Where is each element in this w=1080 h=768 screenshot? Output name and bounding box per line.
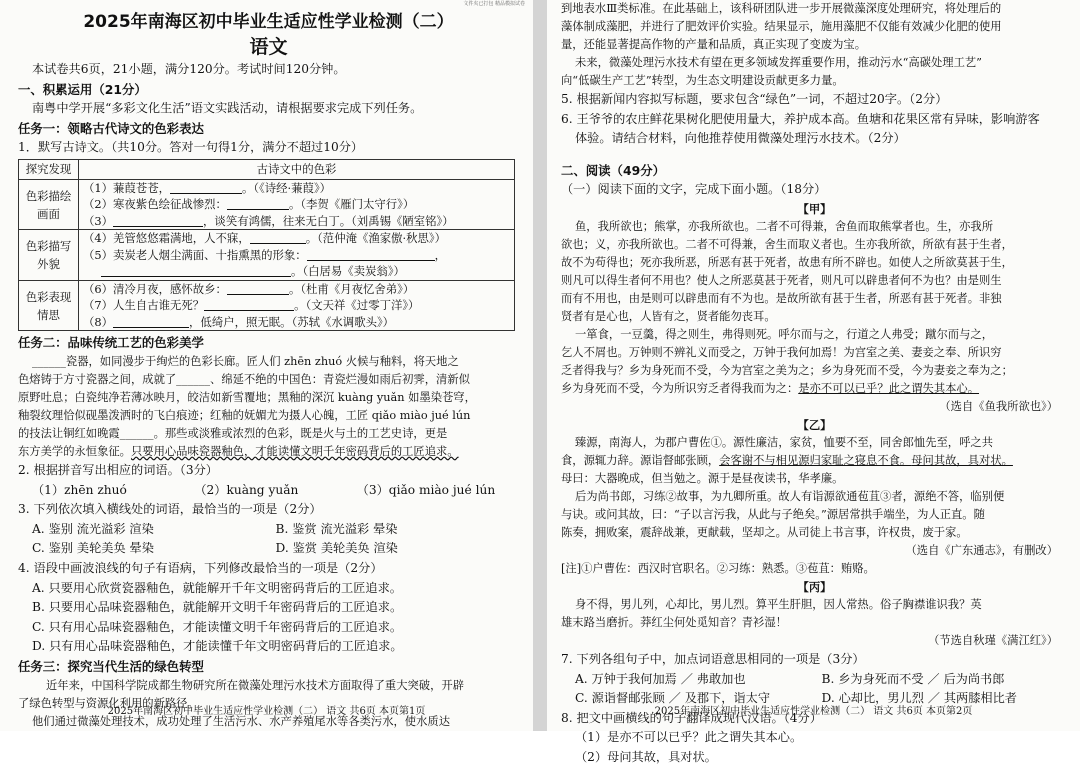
table-group-3 (19, 280, 515, 331)
task3-heading: 任务三：探究当代生活的绿色转型 (18, 659, 204, 674)
passage-source: （选自《鱼我所欲也》） (939, 399, 1058, 413)
passage-line: 欲也；义，亦我所欲也。二者不可得兼，舍生而取义者也。生亦我所欲，所欲有甚于生者， (561, 237, 1013, 251)
lines-cell (79, 179, 515, 230)
option-c[interactable]: C. 只有用心品味瓷器釉色，才能读懂文明千年密码背后的工匠追求。 (32, 619, 403, 634)
q2-items (18, 481, 519, 501)
q5-stem: 5. 根据新闻内容拟写标题，要求包含“绿色”一词，不超过20字。（2分） (561, 92, 948, 106)
lines-cell (79, 280, 515, 331)
passage-line: 到地表水Ⅲ类标准。在此基础上，该科研团队进一步开展微藻深度处理研究，将处理后的 (561, 2, 1002, 15)
underlined-sentence: 是亦不可以已乎？此之谓失其本心。 (798, 381, 980, 395)
passage-label-bing: 【丙】 (797, 579, 832, 594)
q6-stem: 6. 王爷爷的农庄鲜花果树化肥使用量大，养护成本高。鱼塘和花果区常有异味，影响游客 (561, 111, 1040, 126)
answer-blank[interactable] (307, 248, 435, 261)
passage-line: 了绿色转型与资源化利用的新路径。 (18, 696, 199, 710)
passage-line: 雄末路当磨折。莽红尘何处觅知音？青衫湿！ (561, 615, 787, 629)
task2-heading: 任务二：品味传统工艺的色彩美学 (18, 335, 204, 351)
poem-line: （1）蒹葭苍苍， 。（《诗经·蒹葭》） (83, 180, 332, 195)
passage-label-yi: 【乙】 (797, 417, 832, 432)
page-footer: 2025年南海区初中毕业生适应性学业检测（二） 语文 共6页 本页第1页 (107, 706, 426, 717)
category-cell: 色彩描绘画面 (19, 179, 79, 230)
table-header-col2: 古诗文中的色彩 (79, 159, 515, 179)
passage-line: 陈奏，拥败案，震辞战兼，更献载，坚却之。从司徒上书言事，许权贵，废于家。 (561, 525, 968, 539)
exam-title: 2025年南海区初中毕业生适应性学业检测（二） (83, 12, 454, 32)
poem-line: （2）寒夜紫色绘征战惨烈： 。（李贺《雁门太守行》） (83, 197, 415, 212)
annotation-note: [注]①户曹佐：西汉时官职名。②习练：熟悉。③苞苴：贿赂。 (561, 561, 875, 575)
lines-cell (79, 230, 515, 281)
option-a[interactable]: A. 只要用心欣赏瓷器釉色，就能解开千年文明密码背后的工匠追求。 (32, 580, 402, 595)
passage-line: 近年来，中国科学院成都生物研究所在微藻处理污水技术方面取得了重大突破，开辟 (46, 678, 464, 692)
option-d[interactable]: D. 心却比，男儿烈 ／ 其两膝相比者 (821, 691, 1017, 706)
passage-line: 色熔铸于方寸瓷器之间，成就了______、绵延不绝的中国色：青瓷烂漫如雨后初霁，清新似 (18, 373, 470, 387)
passage-line: 而有不用也，由是则可以辟患而有不为也。是故所欲有甚于生者，所恶有甚于死者。非独 (561, 291, 1002, 305)
page-gutter (533, 0, 547, 731)
passage-line: 藻体制成藻肥，并进行了肥效评价实验。结果显示，施用藻肥不仅能有效减少化肥的使用 (561, 20, 1002, 33)
poem-table (18, 159, 515, 332)
passage-source: （选自《广东通志》，有删改） (905, 543, 1058, 557)
option-a[interactable]: A. 万钟于我何加焉 ／ 弗敢加也 (575, 671, 746, 686)
q1-stem: 1．默写古诗文。（共10分。答对一句得1分，满分不超过10分） (18, 140, 364, 155)
q7-stem: 7. 下列各组句子中，加点词语意思相同的一项是（3分） (561, 651, 865, 666)
q8-item: （2）母问其故，具对状。 (575, 749, 717, 764)
answer-blank[interactable] (113, 214, 203, 227)
passage-line: 未来，微藻处理污水技术有望在更多领域发挥重要作用，推动污水“高碳处理工艺” (575, 56, 982, 69)
poem-line: （6）清冷月夜，感怀故乡： 。（杜甫《月夜忆舍弟》） (83, 281, 415, 296)
passage-line: 臻源，南海人，为郡户曹佐①。源性廉洁，家贫，恤要不至，同舍郎恤先至，呼之共 (575, 435, 993, 449)
part2-heading: 二、阅读（49分） (561, 162, 665, 178)
option-a[interactable]: A. 鉴别 流光溢彩 渲染 (32, 521, 154, 536)
table-group-2 (19, 230, 515, 281)
underlined-sentence: 会客谢不与相见源归家耻之寝息不食。 (719, 453, 912, 467)
wavy-sentence: 只要用心品味瓷器釉色，才能读懂文明千年密码背后的工匠追求。 (130, 445, 459, 459)
passage-line: 故不为苟得也；死亦我所恶，所恶有甚于死者，故患有所不辟也。如使人之所欲莫甚于生， (561, 255, 1013, 269)
option-c[interactable]: C. 鉴别 美轮美奂 晕染 (32, 541, 154, 556)
q3-stem: 3. 下列依次填入横线处的词语，最恰当的一项是（2分） (18, 502, 322, 517)
passage-line: 贤者有是心也，人皆有之，贤者能勿丧耳。 (561, 309, 776, 323)
q3-options-row (18, 520, 519, 540)
passage-line: 则凡可以得生者何不用也？使人之所恶莫甚于死者，则凡可以辟患者何不为也？由是则生 (561, 273, 1002, 287)
q8-item: （1）是亦不可以已乎？此之谓失其本心。 (575, 730, 803, 745)
option-d[interactable]: D. 只有用心品味瓷器釉色，才能读懂千年文明密码背后的工匠追求。 (32, 639, 403, 654)
poem-line: （8） ，低绮户，照无眠。（苏轼《水调歌头》） (83, 314, 395, 329)
exam-info: 本试卷共6页，21小题，满分120分。考试时间120分钟。 (32, 62, 346, 76)
passage-line: 与诀。或问其故，曰：“子以言污我，从此与子绝矣。”源居常拱手端坐，为人正直。随 (561, 507, 985, 521)
passage-line: 釉裂纹理恰似砚墨泼洒时的飞白痕迹；红釉的妩媚尤为摄人心魄，工匠 qiǎo miào jué lún (18, 409, 471, 423)
poem-line: （4）羌管悠悠霜满地，人不寐， 。（范仲淹《渔家傲·秋思》） (83, 231, 447, 246)
poem-line: （5）卖炭老人烟尘满面、十指熏黑的形象： ， (83, 247, 447, 262)
task1-heading: 任务一：领略古代诗文的色彩表达 (18, 120, 204, 136)
header-stamp: 文件夹已打包 精品模拟试卷 (463, 1, 525, 7)
category-cell: 色彩表现情思 (19, 280, 79, 331)
passage-line: 乏者得我与？乡为身死而不受，今为宫室之美为之；乡为身死而不受，今为妻妾之奉为之； (561, 363, 1013, 377)
task2-passage (18, 353, 519, 461)
answer-blank[interactable] (113, 315, 189, 328)
q4-stem: 4. 语段中画波浪线的句子有语病，下列修改最恰当的一项是（2分） (18, 561, 383, 576)
passage-line: 乡为身死而不受，今为所识穷乏者得我而为之：是亦不可以已乎？此之谓失其本心。 (561, 381, 980, 395)
poem-line: （7）人生自古谁无死？ 。（文天祥《过零丁洋》） (83, 298, 420, 313)
q2-item: （1）zhēn zhuó (32, 482, 127, 497)
answer-blank[interactable] (170, 181, 242, 194)
category-cell: 色彩描写外貌 (19, 230, 79, 281)
underlined-sentence: 母问其故，具对状。 (911, 453, 1013, 467)
reading1-heading: （一）阅读下面的文字，完成下面小题。（18分） (561, 182, 827, 197)
passage-label-jia: 【甲】 (797, 201, 832, 216)
part1-intro: 南粤中学开展“多彩文化生活”语文实践活动，请根据要求完成下列任务。 (32, 101, 423, 116)
q2-item: （3）qiǎo miào jué lún (356, 482, 496, 497)
passage-line: 鱼，我所欲也；熊掌，亦我所欲也。二者不可得兼，舍鱼而取熊掌者也。生，亦我所 (575, 219, 993, 233)
passage-line: 后为尚书郎，习练②故事，为九卿所重。故人有诣源欲通苞苴③者，源绝不答，临别便 (575, 489, 1005, 503)
answer-blank[interactable] (227, 282, 289, 295)
passage-line: 量，还能显著提高作物的产量和品质，真正实现了变废为宝。 (561, 38, 867, 51)
table-group-1 (19, 179, 515, 230)
passage-line: 母曰：大器晚成，但当勉之。源于是昼夜读书，华孝廉。 (561, 471, 844, 485)
answer-blank[interactable] (204, 298, 294, 311)
subject-title: 语文 (249, 36, 288, 58)
q3-options-row (18, 539, 519, 559)
table-header-col1: 探究发现 (19, 159, 79, 179)
poem-table-header (19, 159, 515, 179)
passage-line: 他们通过微藻处理技术，成功处理了生活污水、水产养殖尾水等各类污水，使水质达 (32, 714, 450, 728)
answer-blank[interactable] (250, 231, 306, 244)
q8-stem: 8. 把文中画横线的句子翻译成现代汉语。（4分） (561, 710, 822, 725)
q2-stem: 2. 根据拼音写出相应的词语。（3分） (18, 463, 218, 478)
exam-page-2 (547, 0, 1080, 764)
passage-line: 向“低碳生产工艺”转型，为生态文明建设贡献更多力量。 (561, 74, 844, 87)
q7-options-row (561, 670, 1068, 690)
option-b[interactable]: B. 鉴赏 流光溢彩 晕染 (275, 521, 398, 536)
poem-line: 。（白居易《卖炭翁》） (83, 263, 510, 280)
answer-blank[interactable] (227, 197, 289, 210)
passage-line: 原野吐息；白瓷纯净若薄冰映月，皎洁如新雪覆地；黑釉的深沉 kuàng yuǎn 如墨染苍穹， (18, 391, 476, 405)
poem-line: （3） ，谈笑有鸿儒，往来无白丁。（刘禹锡《陋室铭》） (83, 213, 454, 228)
passage-line: 乞人不屑也。万钟则不辨礼义而受之，万钟于我何加焉！为宫室之美、妻妾之奉、所识穷 (561, 345, 1002, 359)
passage-line: 东方美学的永恒象征。只要用心品味瓷器釉色，才能读懂文明千年密码背后的工匠追求。 (18, 445, 459, 459)
passage-line: 的技法让铜红如晚霞______。那些或淡雅或浓烈的色彩，既是火与土的工艺史诗，更是 (18, 427, 448, 441)
passage-line: 一箪食，一豆羹，得之则生，弗得则死。呼尔而与之，行道之人弗受；蹴尔而与之， (575, 327, 993, 341)
passage-line: ______瓷器，如同漫步于绚烂的色彩长廊。匠人们 zhēn zhuó 火候与釉料，将天地之 (32, 355, 459, 369)
exam-page-1 (0, 0, 533, 731)
page-footer: 2025年南海区初中毕业生适应性学业检测（二） 语文 共6页 本页第2页 (654, 706, 973, 717)
passage-source: （节选自秋瑾《满江红》） (928, 633, 1058, 647)
option-d[interactable]: D. 鉴赏 美轮美奂 渲染 (275, 541, 398, 556)
q2-item: （2）kuàng yuǎn (194, 482, 299, 497)
passage-line: 食，源辄力辞。源诣督邮张顾，会客谢不与相见源归家耻之寝息不食。母问其故，具对状。 (561, 453, 1013, 467)
passage-line: 身不得，男儿列，心却比，男儿烈。算平生肝胆，因人常热。俗子胸襟谁识我？英 (575, 597, 982, 611)
answer-blank[interactable] (101, 264, 291, 277)
option-c[interactable]: C. 源诣督邮张顾 ／ 及郡下，诣太守 (575, 691, 771, 706)
option-b[interactable]: B. 只要用心品味瓷器釉色，就能解开文明千年密码背后的工匠追求。 (32, 600, 403, 615)
option-b[interactable]: B. 乡为身死而不受 ／ 后为尚书郎 (821, 671, 1005, 686)
q6-stem-cont: 体验。请结合材料，向他推荐使用微藻处理污水技术。（2分） (575, 131, 906, 146)
part1-heading: 一、积累运用（21分） (18, 81, 147, 97)
